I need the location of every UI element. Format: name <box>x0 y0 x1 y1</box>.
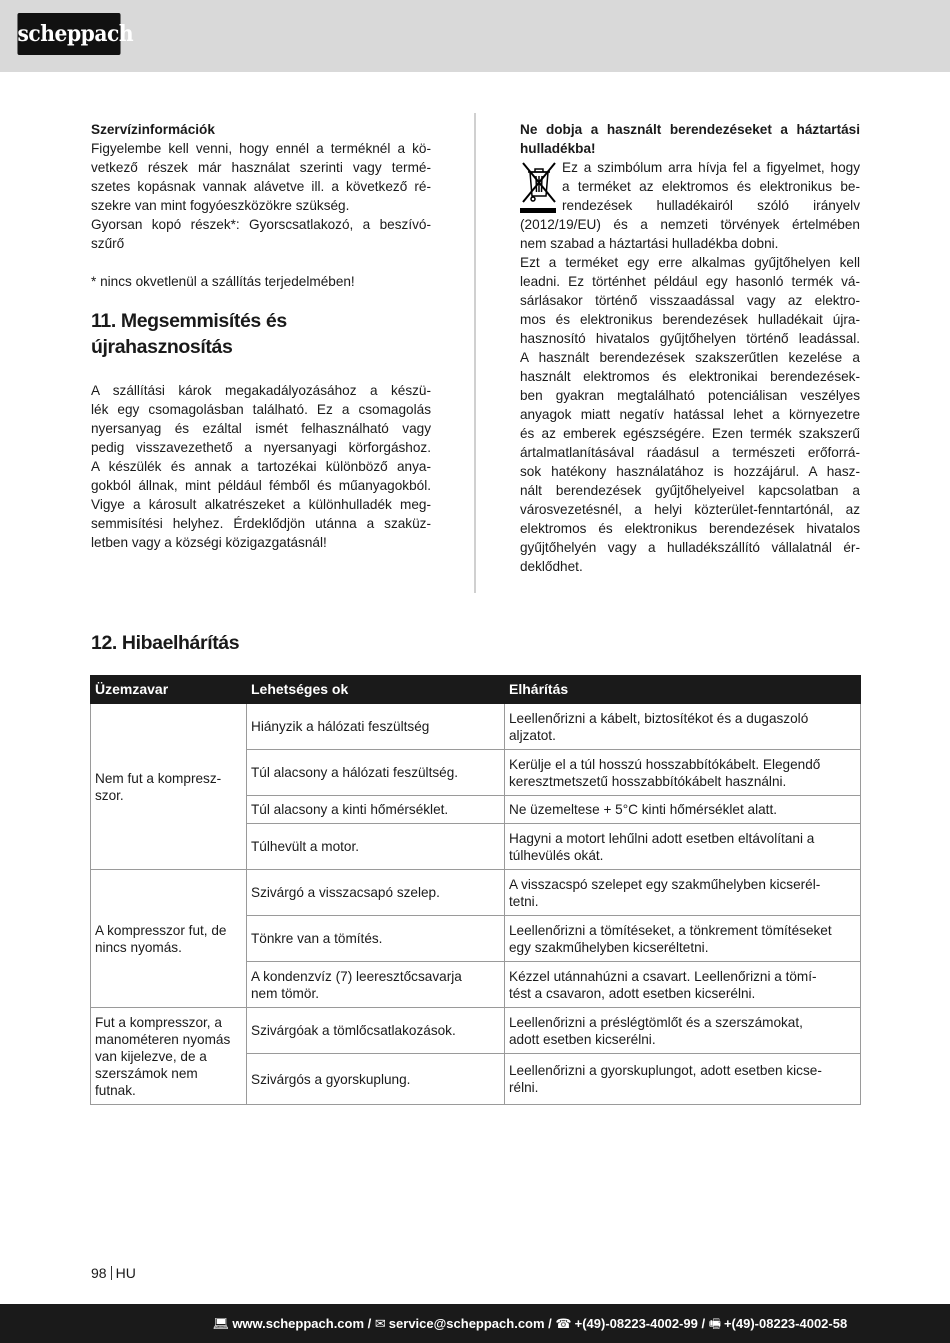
remedy-cell: A visszacspó szelepet egy szakműhelyben kicserél- tetni. <box>505 870 861 916</box>
text-line: Vigye a károsult alkatrészeket a különhulladék meg- <box>91 497 431 512</box>
text-line: Ezt a terméket egy erre alkalmas gyűjtőhelyen kell <box>520 255 860 270</box>
section-11-text <box>91 381 431 552</box>
text-line: deklődhet. <box>520 559 583 574</box>
text-line: hasznosító hivatalos gyűjtőhelyen történő leadással. <box>520 331 860 346</box>
troubleshooting-table <box>90 675 861 1105</box>
page-number-value: 98 <box>91 1265 107 1281</box>
page-language: HU <box>115 1265 136 1281</box>
header-fault: Üzemzavar <box>91 676 247 704</box>
text-line: sok hatékony használatához is hozzájárul. A hasz- <box>520 464 860 479</box>
section-11-title: 11. Megsemmisítés és újrahasznosítás <box>91 310 287 358</box>
text-line: A készülék és annak a tartozékai különböző anya- <box>91 459 431 474</box>
text-line: városvezetésnél, a helyi közterület-fenntartónál, az <box>520 502 860 517</box>
text-line: nem szabad a háztartási hulladékba dobni. <box>520 236 779 251</box>
text-line: pedig visszavezethető a nyersanyagi körforgáshoz. <box>91 440 431 455</box>
text-line: Figyelembe kell venni, hogy ennél a terméknél a kö- <box>91 141 431 156</box>
table-header-row <box>91 676 861 704</box>
text-line: szetes kopásnak vannak alávetve ill. a következő ré- <box>91 179 431 194</box>
cause-cell: Szivárgó a visszacsapó szelep. <box>247 870 505 916</box>
text-line: A használt berendezések szakszerűtlen kezelése a <box>520 350 860 365</box>
text-line: ártalmatlanításával ráadásul a természeti erőforrá- <box>520 445 860 460</box>
text-line: használt elektromos és elektronikai berendezések- <box>520 369 860 384</box>
text-line: (2012/19/EU) és a nemzeti törvények értelmében <box>520 217 860 232</box>
email-icon: ✉ <box>374 1316 386 1331</box>
laptop-icon: 💻︎ <box>212 1316 230 1331</box>
header-cause: Lehetséges ok <box>247 676 505 704</box>
text-line: nált berendezések gyűjtőhelyeivel kapcsolatban a <box>520 483 860 498</box>
text-line: és az emberek egészségére. Ezen termék szakszerű <box>520 426 860 441</box>
right-column <box>520 120 860 576</box>
cause-cell: Szivárgóak a tömlőcsatlakozások. <box>247 1008 505 1054</box>
page-footer <box>0 1304 950 1343</box>
text-line: semmisítési helyhez. Érdeklődjön utánna a szaküz- <box>91 516 431 531</box>
service-info-title: Szervízinformációk <box>91 122 215 137</box>
remedy-cell: Ne üzemeltese + 5°C kinti hőmérséklet alatt. <box>505 796 861 824</box>
text-line: mos és elektronikus berendezések hulladékait újra- <box>520 312 860 327</box>
text-line: lék egy csomagolásban található. Ez a csomagolás <box>91 402 431 417</box>
text-line: letben vagy a községi közigazgatásnál! <box>91 535 327 550</box>
phone-icon: ☎ <box>555 1316 572 1331</box>
table-row <box>91 1008 861 1054</box>
fault-cell: A kompresszor fut, de nincs nyomás. <box>91 870 247 1008</box>
weee-text <box>520 158 860 576</box>
scheppach-logo: scheppach <box>17 13 120 55</box>
footer-email[interactable]: service@scheppach.com / <box>388 1316 552 1331</box>
text-line: Gyorsan kopó részek*: Gyorscsatlakozó, a beszívó- <box>91 217 431 232</box>
text-line: ben gyakran megtalálható potenciálisan veszélyes <box>520 388 860 403</box>
text-line: sárlásakor történő visszaadással vagy az elektro- <box>520 293 860 308</box>
text-line: Ez a szimbólum arra hívja fel a figyelmet, hogy <box>562 160 860 175</box>
text-line: gyűjtőhelyén vagy a hulladékszállító vállalatnál ér- <box>520 540 860 555</box>
left-column <box>91 120 431 552</box>
text-line: rendezések hulladékairól szóló irányelv <box>562 198 860 213</box>
text-line: vetkező részek már használat szerinti vagy termé- <box>91 160 431 175</box>
column-divider <box>474 113 476 593</box>
cause-cell: Túlhevült a motor. <box>247 824 505 870</box>
section-12-title: 12. Hibaelhárítás <box>91 632 240 654</box>
text-line: anyagok miatt negatív hatással lehet a környezetre <box>520 407 860 422</box>
header-remedy: Elhárítás <box>505 676 861 704</box>
remedy-cell: Hagyni a motort lehűlni adott esetben eltávolítani a túlhevülés okát. <box>505 824 861 870</box>
table-row <box>91 870 861 916</box>
remedy-cell: Kézzel utánnahúzni a csavart. Leellenőrizni a tömí- tést a csavaron, adott esetben kicserélni. <box>505 962 861 1008</box>
footer-fax: +(49)-08223-4002-58 <box>723 1316 848 1331</box>
text-line: nyersanyag és ezáltal ismét felhasználható vagy <box>91 421 431 436</box>
footer-web[interactable]: www.scheppach.com / <box>232 1316 372 1331</box>
text-line: a terméket az elektromos és elektronikus be- <box>562 179 860 194</box>
cause-cell: A kondenzvíz (7) leeresztőcsavarja nem tömör. <box>247 962 505 1008</box>
cause-cell: Tönkre van a tömítés. <box>247 916 505 962</box>
cause-cell: Hiányzik a hálózati feszültség <box>247 704 505 750</box>
weee-title <box>520 120 860 158</box>
scope-note: * nincs okvetlenül a szállítás terjedelmében! <box>91 274 355 289</box>
cause-cell: Túl alacsony a hálózati feszültség. <box>247 750 505 796</box>
crossed-bin-icon <box>520 160 558 204</box>
text-line: elektromos és elektronikus berendezések hivatalos <box>520 521 860 536</box>
remedy-cell: Leellenőrizni a kábelt, biztosítékot és a dugaszoló aljzatot. <box>505 704 861 750</box>
text-line: szűrő <box>91 236 125 251</box>
weee-title-line: hulladékba! <box>520 141 596 156</box>
remedy-cell: Kerülje el a túl hosszú hosszabbítókábelt. Elegendő keresztmetszetű hosszabbítókábelt használni. <box>505 750 861 796</box>
text-line: leadni. Ez történhet például egy hasonló termék vá- <box>520 274 860 289</box>
page-number <box>91 1265 136 1281</box>
fault-cell: Fut a kompresszor, a manométeren nyomás van kijelezve, de a szerszámok nem futnak. <box>91 1008 247 1105</box>
cause-cell: Túl alacsony a kinti hőmérséklet. <box>247 796 505 824</box>
text-line: A szállítási károk megakadályozásához a készü- <box>91 383 431 398</box>
service-info-text <box>91 139 431 253</box>
remedy-cell: Leellenőrizni a préslégtömlőt és a szerszámokat, adott esetben kicserélni. <box>505 1008 861 1054</box>
remedy-cell: Leellenőrizni a gyorskuplungot, adott esetben kicse- rélni. <box>505 1054 861 1105</box>
page-header <box>0 0 950 72</box>
text-line: szekre van mint fogyóeszközökre szükség. <box>91 198 350 213</box>
fax-icon: 🖷︎ <box>708 1316 721 1331</box>
remedy-cell: Leellenőrizni a tömítéseket, a tönkrement tömítéseket egy szakműhelyben kicseréltetni. <box>505 916 861 962</box>
weee-title-line: Ne dobja a használt berendezéseket a háztartási <box>520 122 860 137</box>
page-number-separator <box>111 1266 112 1280</box>
weee-bar-icon <box>520 208 556 213</box>
cause-cell: Szivárgós a gyorskuplung. <box>247 1054 505 1105</box>
fault-cell: Nem fut a kompresz- szor. <box>91 704 247 870</box>
footer-phone: +(49)-08223-4002-99 / <box>574 1316 706 1331</box>
table-row <box>91 704 861 750</box>
text-line: gokból állnak, mint például fémből és műanyagokból. <box>91 478 431 493</box>
